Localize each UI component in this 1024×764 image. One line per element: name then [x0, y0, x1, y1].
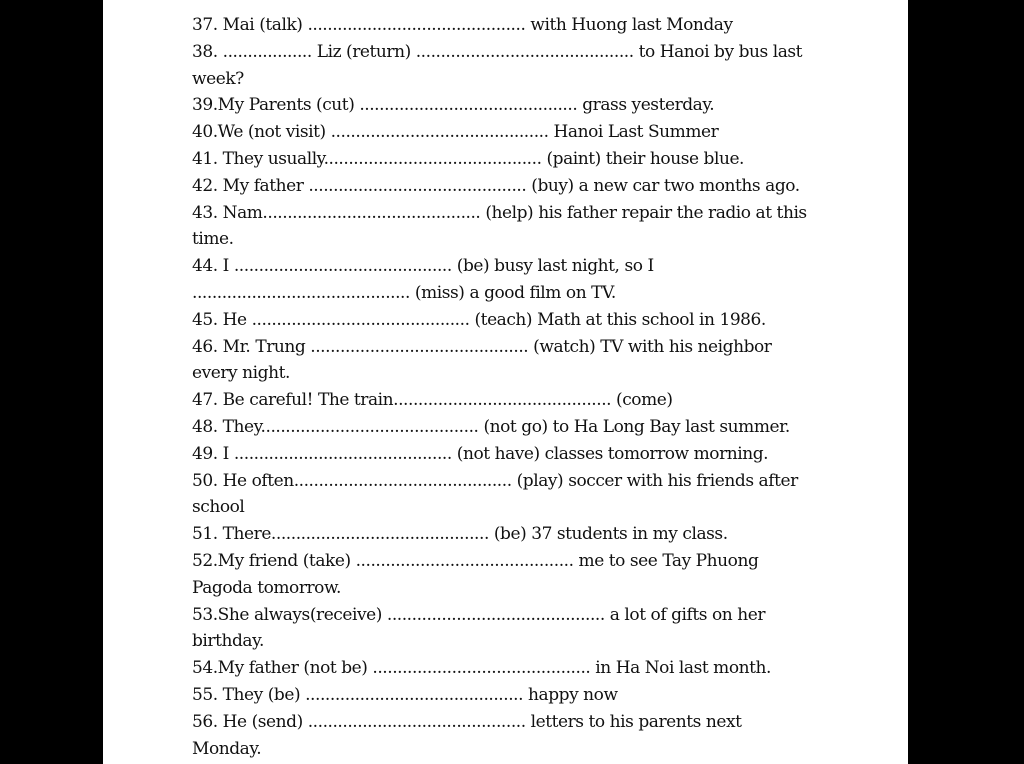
- exercise-line: week?: [192, 68, 244, 89]
- exercise-line: 52.My friend (take) ............................................ me to see Tay Phuong: [192, 550, 759, 571]
- exercise-line: 55. They (be) ............................................ happy now: [192, 684, 618, 705]
- exercise-line: 56. He (send) ............................................ letters to his parents next: [192, 711, 742, 732]
- document-page: [103, 0, 908, 764]
- exercise-line: Monday.: [192, 738, 262, 759]
- exercise-line: 42. My father ............................................ (buy) a new car two months ago.: [192, 175, 800, 196]
- exercise-line: 40.We (not visit) ............................................ Hanoi Last Summer: [192, 122, 719, 143]
- exercise-line: 54.My father (not be) ............................................ in Ha Noi last month.: [192, 658, 771, 679]
- exercise-line: 43. Nam............................................ (help) his father repair the radio at this: [192, 202, 807, 223]
- exercise-line: 45. He ............................................ (teach) Math at this school in 1986.: [192, 309, 766, 330]
- exercise-line: 49. I ............................................ (not have) classes tomorrow morning.: [192, 443, 769, 464]
- exercise-line: Pagoda tomorrow.: [192, 577, 341, 598]
- exercise-line: 46. Mr. Trung ............................................ (watch) TV with his neighbor: [192, 336, 772, 357]
- exercise-line: 47. Be careful! The train............................................ (come): [192, 390, 673, 411]
- exercise-line: 48. They............................................ (not go) to Ha Long Bay last summer.: [192, 416, 790, 437]
- exercise-line: time.: [192, 229, 234, 250]
- exercise-line: 37. Mai (talk) ............................................ with Huong last Monday: [192, 15, 733, 35]
- exercise-list: [192, 12, 892, 762]
- exercise-line: 44. I ............................................ (be) busy last night, so I: [192, 256, 654, 277]
- exercise-line: 50. He often............................................ (play) soccer with his friends after: [192, 470, 798, 491]
- exercise-line: 51. There............................................ (be) 37 students in my class.: [192, 524, 728, 545]
- exercise-line: 39.My Parents (cut) ............................................ grass yesterday.: [192, 95, 715, 116]
- exercise-line: 38. .................. Liz (return) ............................................ to Hanoi by bus last: [192, 41, 803, 62]
- exercise-line: 41. They usually............................................ (paint) their house blue.: [192, 148, 745, 169]
- exercise-line: 53.She always(receive) ............................................ a lot of gifts on her: [192, 604, 766, 625]
- exercise-line: ............................................ (miss) a good film on TV.: [192, 282, 616, 303]
- exercise-line: school: [192, 497, 245, 518]
- exercise-line: birthday.: [192, 631, 264, 652]
- exercise-line: every night.: [192, 363, 290, 384]
